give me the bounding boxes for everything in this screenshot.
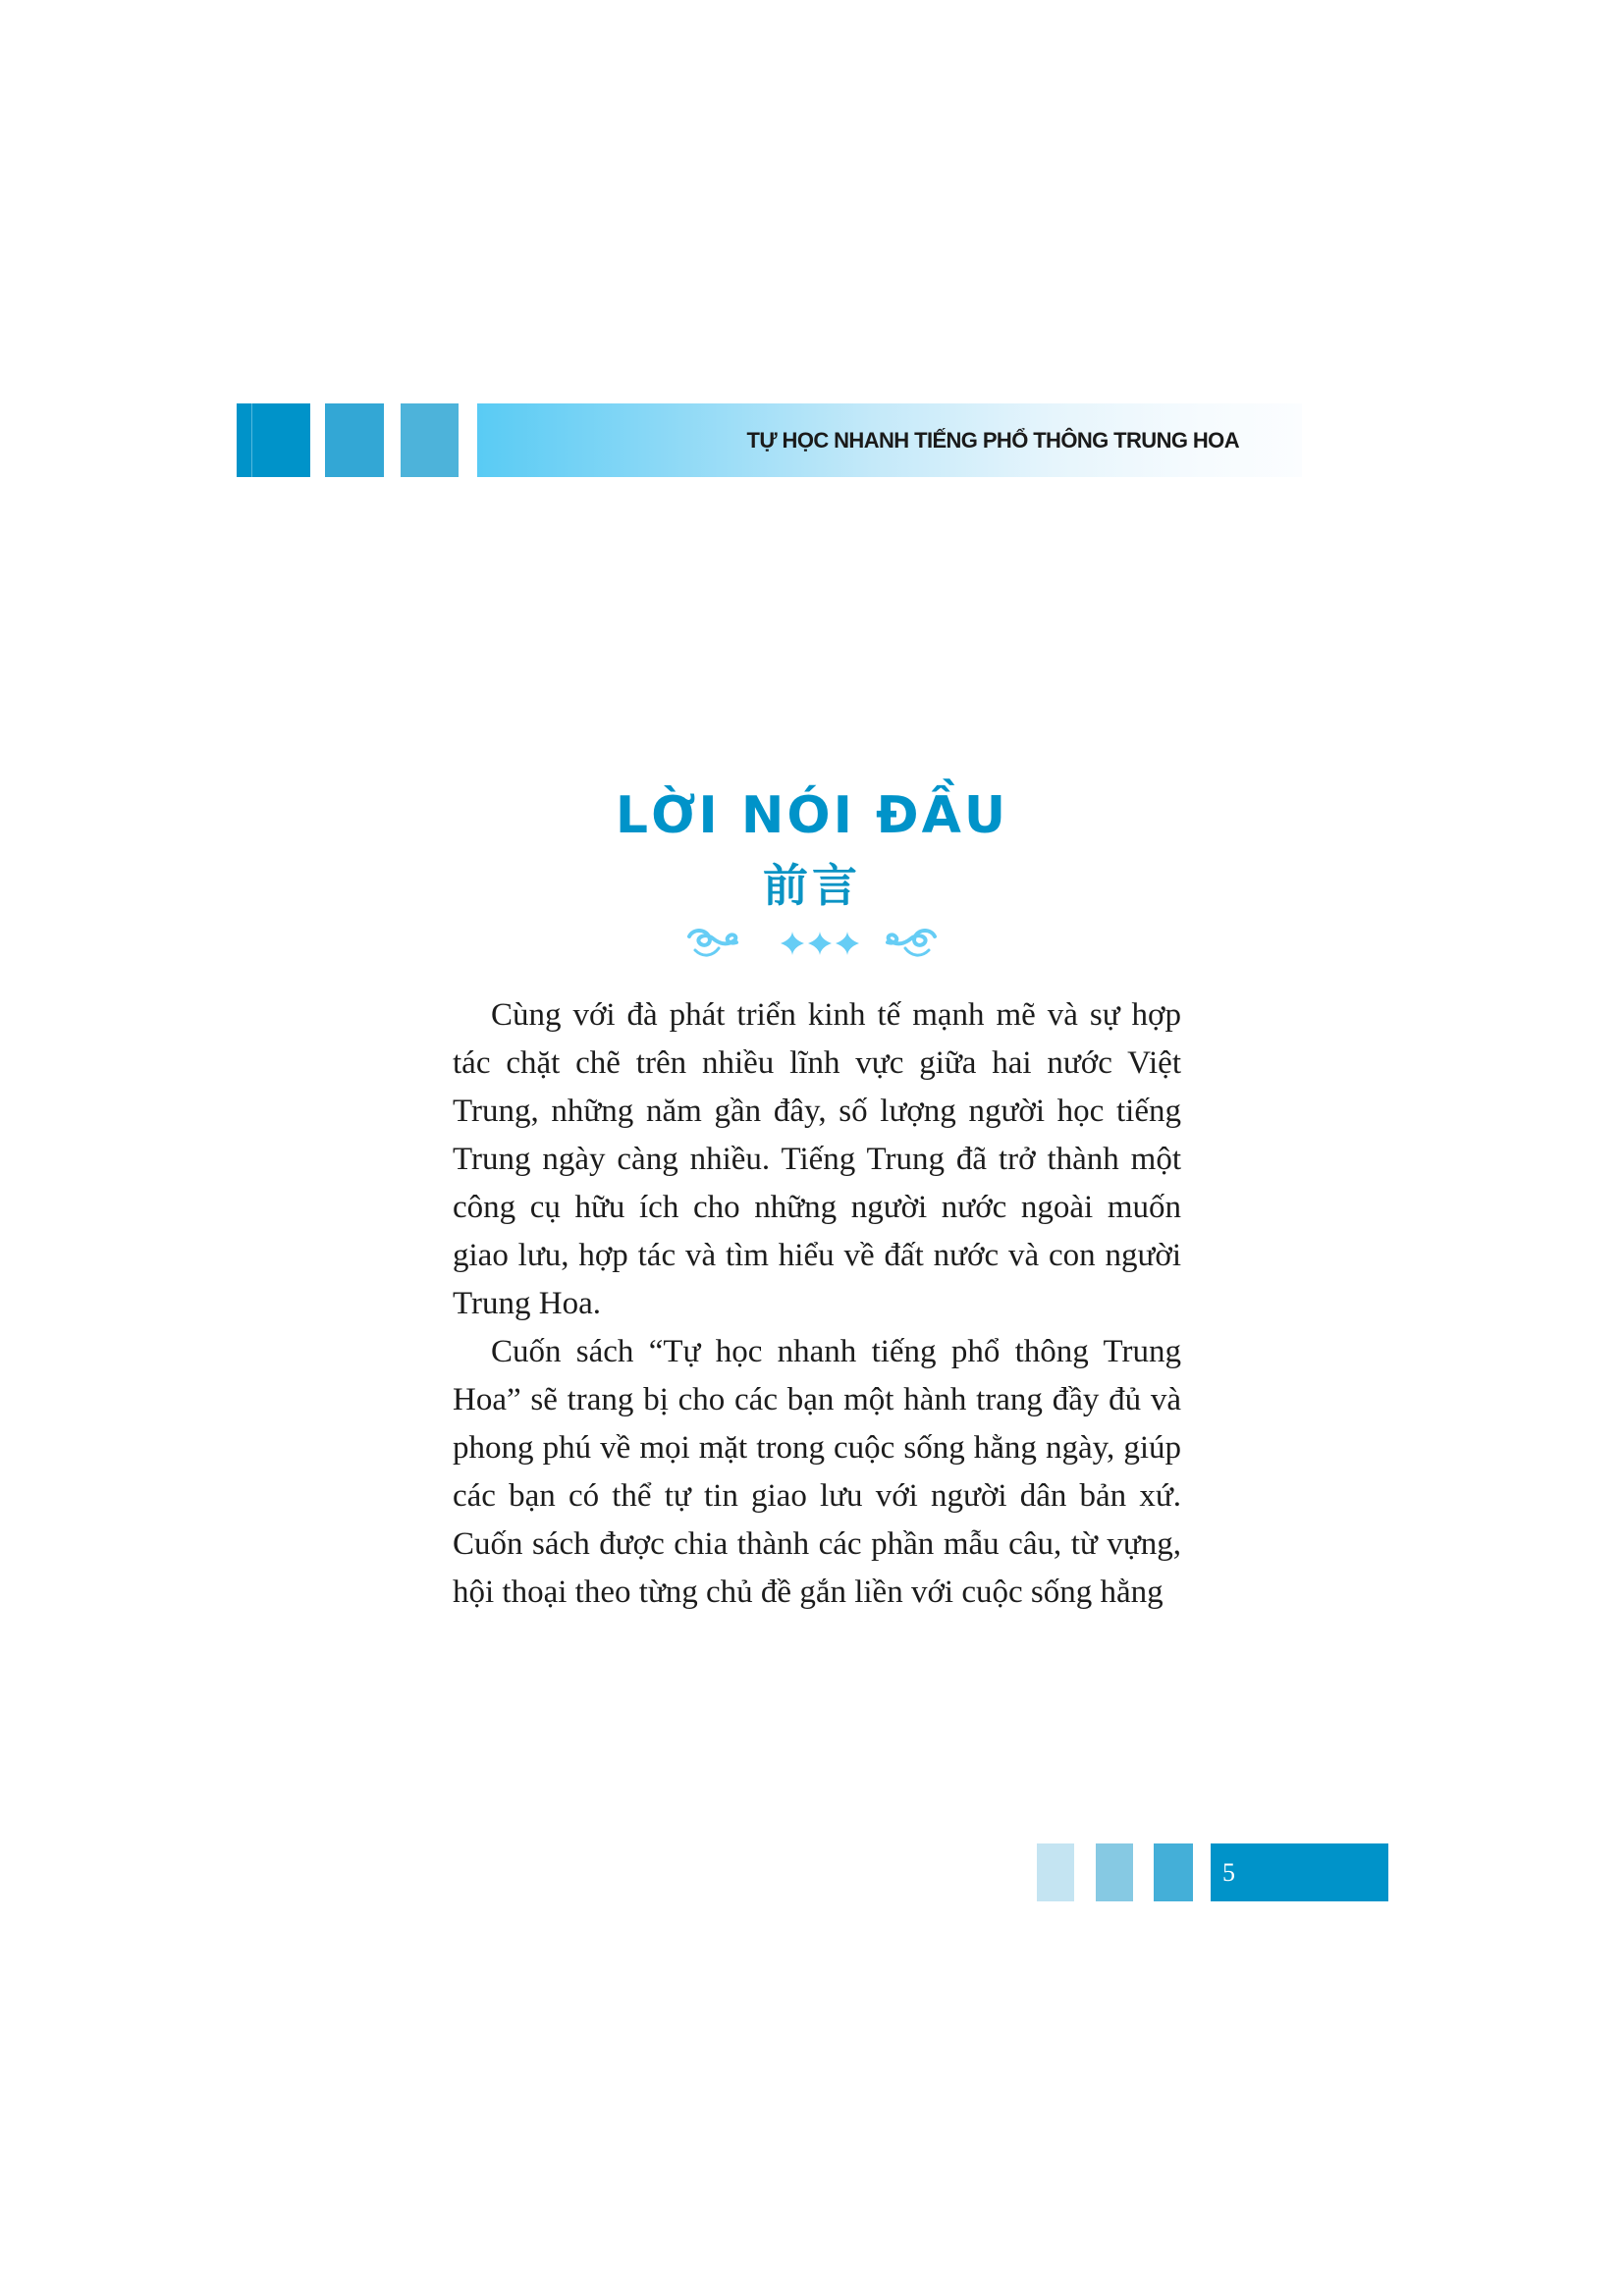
footer-page-tab — [1211, 1843, 1388, 1901]
footer-tab-2 — [1096, 1843, 1133, 1901]
paragraph: Cuốn sách “Tự học nhanh tiếng phổ thông Trung Hoa” sẽ trang bị cho các bạn một hành trang đầy đủ và phong phú về mọi mặt trong cuộc sống hằng ngày, giúp các bạn có thể tự tin giao lưu với người dân bản xứ. Cuốn sách được chia thành các phần mẫu câu, từ vựng, hội thoại theo từng chủ đề gắn liền với cuộc sống hằng — [453, 1334, 1181, 1610]
three-sparkle-stars-icon — [781, 932, 859, 955]
header-block-3 — [401, 403, 459, 477]
page-number: 5 — [1222, 1858, 1235, 1887]
page-title: LỜI NÓI ĐẦU — [615, 786, 1009, 845]
title-ornament — [683, 923, 941, 964]
swirl-flourish-icon — [888, 931, 935, 955]
page-title-chinese: 前言 — [763, 859, 861, 912]
footer-tab-3 — [1154, 1843, 1193, 1901]
footer-tab-1 — [1037, 1843, 1074, 1901]
swirl-flourish-icon — [689, 931, 736, 955]
header-block-2 — [325, 403, 384, 477]
preface-body — [453, 991, 1181, 1617]
running-title: TỰ HỌC NHANH TIẾNG PHỔ THÔNG TRUNG HOA — [746, 428, 1239, 453]
paragraph: Cùng với đà phát triển kinh tế mạnh mẽ và sự hợp tác chặt chẽ trên nhiều lĩnh vực giữa hai nước Việt Trung, những năm gần đây, số lượng người học tiếng Trung ngày càng nhiều. Tiếng Trung đã trở thành một công cụ hữu ích cho những người nước ngoài muốn giao lưu, hợp tác và tìm hiểu về đất nước và con người Trung Hoa. — [453, 997, 1181, 1321]
header-block-1 — [237, 403, 310, 477]
